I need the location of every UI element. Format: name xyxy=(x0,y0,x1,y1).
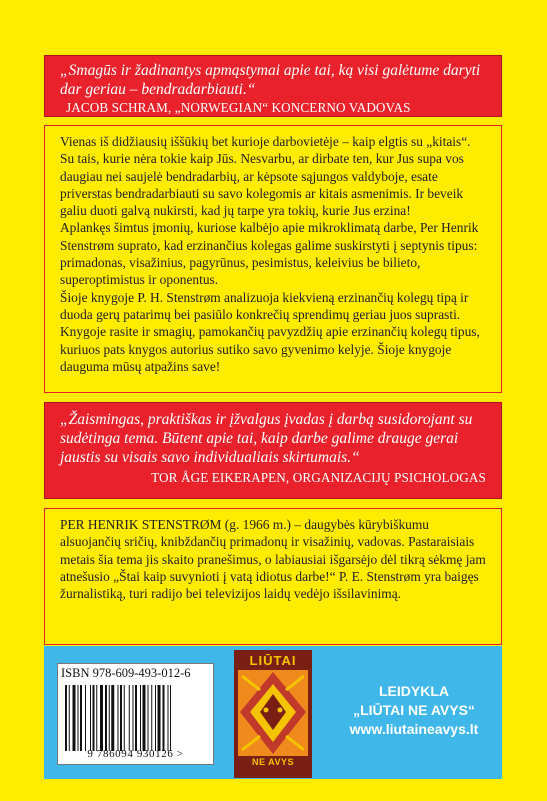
barcode-panel xyxy=(57,663,214,765)
description-paragraph-3: Šioje knygoje P. H. Stenstrøm analizuoja kiekvieną erzinančių kolegų tipą ir duoda gerų patarimų bei pasiūlo konkrečių sprendimų geriau juos suprasti. Knygoje rasite ir smagių, pamokančių pavyzdžių apie erzinančių kolegų tipus, kuriuos pats knygos autorius sutiko savo gyvenimo kelyje. Šioje knygoje dauguma mūsų atpažins save! xyxy=(60,289,480,374)
description-paragraph-2: Aplankęs šimtus įmonių, kuriose kalbėjo apie mikroklimatą darbe, Per Henrik Stenstrøm suprato, kad erzinančius kolegas galime suskirstyti į septynis tipus: primadonas, visažinius, pagyrūnus, pesimistus, keleivius be bilieto, superoptimistus ir oponentus. xyxy=(60,220,479,288)
quote-box-top xyxy=(44,55,502,117)
publisher-footer xyxy=(44,646,502,779)
publisher-url: www.liutaineavys.lt xyxy=(349,721,479,737)
quote-text: „Žaismingas, praktiškas ir įžvalgus įvadas į darbą susidorojant su sudėtinga tema. Būtent apie tai, kaip darbe galime drauge gerai jaustis su visais savo individualiais skirtumais.“ xyxy=(60,411,473,466)
quote-text: „Smagūs ir žadinantys apmąstymai apie tai, ką visi galėtume daryti dar geriau – bendradarbiauti.“ xyxy=(60,62,481,98)
description-box xyxy=(44,125,502,393)
publisher-name: „LIŪTAI NE AVYS“ xyxy=(353,702,475,718)
logo-text-top: LIŪTAI xyxy=(249,653,297,668)
publisher-logo xyxy=(220,650,326,778)
quote-attribution: JACOB SCHRAM, „NORWEGIAN“ KONCERNO VADOVAS xyxy=(66,100,411,115)
description-paragraph-1: Vienas iš didžiausių iššūkių bet kurioje darbovietėje – kaip elgtis su „kitais“. Su tais, kurie nėra tokie kaip Jūs. Nesvarbu, ar dirbate ten, kur Jus supa vos daugiau nei saujelė bendradarbių, ar kėpsote sąjungos valdyboje, esate priverstas bendradarbiauti su savo kolegomis ar kitais asmenimis. Ir beveik galiu duoti galvą nukirsti, kad jų tarpe yra tokių, kurie Jus erzina! xyxy=(60,134,471,219)
quote-attribution: TOR ÅGE EIKERAPEN, ORGANIZACIJŲ PSICHOLOGAS xyxy=(151,470,486,485)
quote-box-middle xyxy=(44,402,502,499)
author-bio-box xyxy=(44,508,502,645)
logo-text-bottom: NE AVYS xyxy=(251,757,294,767)
barcode-icon xyxy=(63,685,207,751)
barcode-digits: 9 786094 930126 > xyxy=(87,748,184,760)
publisher-info xyxy=(326,682,502,739)
author-bio-text: (g. 1966 m.) – daugybės kūrybiškumu alsuojančių sričių, knibždančių primadonų ir visažinių, vadovas. Pastaraisiais metais šia tema jis skaito pranešimus, o labiausiai išgarsėjo dėl tikrą sėkmę jam atnešusio „Štai kaip suvynioti į vatą idiotus darbe!“ P. E. Stenstrøm yra baigęs žurnalistiką, turi radijo bei televizijos laidų vedėjo išsilavinimą. xyxy=(60,517,486,602)
author-name: PER HENRIK STENSTRØM xyxy=(60,517,222,532)
author-bio xyxy=(60,516,486,602)
isbn-label: ISBN 978-609-493-012-6 xyxy=(61,666,191,680)
publisher-label: LEIDYKLA xyxy=(379,683,449,699)
